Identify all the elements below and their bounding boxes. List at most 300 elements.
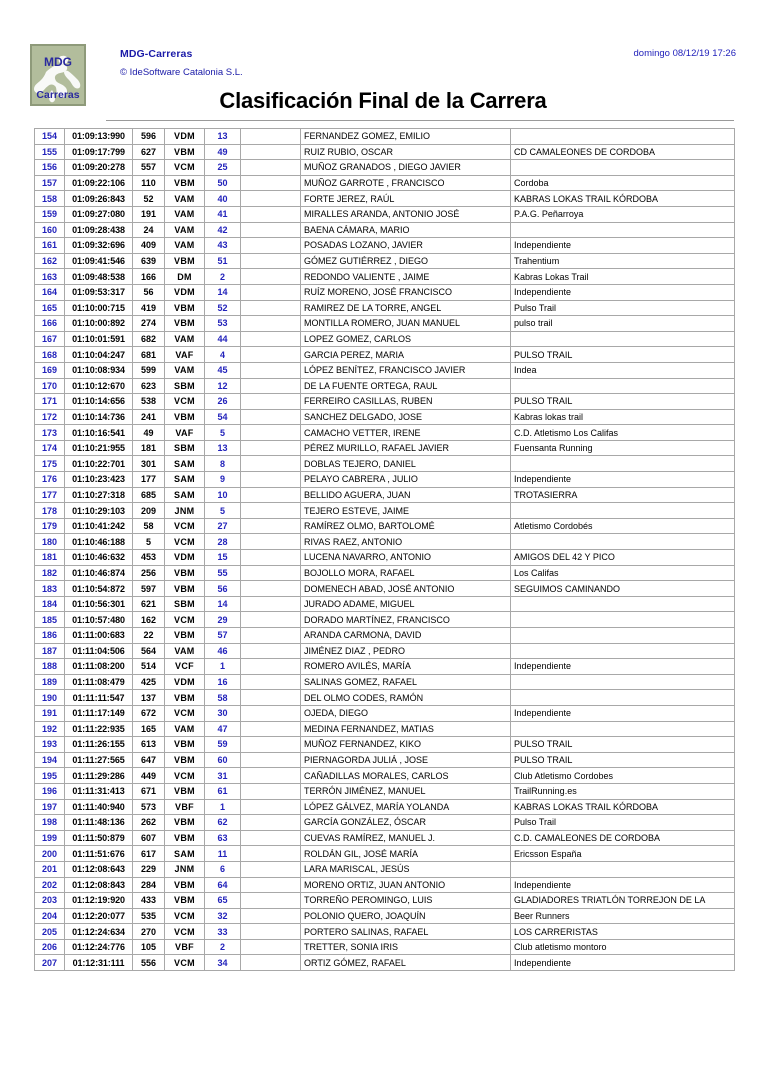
cell-runner-name: CAMACHO VETTER, IRENE [301, 425, 511, 441]
cell-bib: 573 [133, 799, 165, 815]
cell-runner-name: SALINAS GOMEZ, RAFAEL [301, 674, 511, 690]
cell-category: JNM [165, 503, 205, 519]
cell-runner-name: FORTE JEREZ, RAÚL [301, 191, 511, 207]
cell-bib: 22 [133, 628, 165, 644]
cell-position: 177 [35, 487, 65, 503]
cell-spacer [241, 939, 301, 955]
cell-club: Independiente [511, 472, 735, 488]
cell-position: 189 [35, 674, 65, 690]
cell-bib: 621 [133, 596, 165, 612]
cell-spacer [241, 347, 301, 363]
cell-spacer [241, 316, 301, 332]
cell-time: 01:11:27:565 [65, 752, 133, 768]
cell-club [511, 690, 735, 706]
cell-category-position: 29 [205, 612, 241, 628]
cell-category-position: 46 [205, 643, 241, 659]
cell-position: 173 [35, 425, 65, 441]
cell-spacer [241, 955, 301, 971]
cell-category-position: 43 [205, 238, 241, 254]
cell-category: VBM [165, 690, 205, 706]
cell-position: 175 [35, 456, 65, 472]
cell-runner-name: RUÍZ MORENO, JOSÉ FRANCISCO [301, 284, 511, 300]
cell-category: VDM [165, 284, 205, 300]
cell-time: 01:09:53:317 [65, 284, 133, 300]
table-row [35, 705, 735, 721]
cell-club: AMIGOS DEL 42 Y PICO [511, 550, 735, 566]
cell-bib: 613 [133, 737, 165, 753]
cell-club [511, 378, 735, 394]
cell-spacer [241, 378, 301, 394]
cell-bib: 425 [133, 674, 165, 690]
cell-category: VBM [165, 628, 205, 644]
table-row [35, 893, 735, 909]
cell-spacer [241, 830, 301, 846]
cell-spacer [241, 737, 301, 753]
cell-bib: 681 [133, 347, 165, 363]
cell-spacer [241, 503, 301, 519]
cell-club: PULSO TRAIL [511, 347, 735, 363]
table-row [35, 534, 735, 550]
cell-bib: 617 [133, 846, 165, 862]
cell-category: VAM [165, 643, 205, 659]
cell-time: 01:11:50:879 [65, 830, 133, 846]
cell-category-position: 42 [205, 222, 241, 238]
cell-category-position: 30 [205, 705, 241, 721]
cell-spacer [241, 518, 301, 534]
cell-category-position: 53 [205, 316, 241, 332]
cell-bib: 682 [133, 331, 165, 347]
cell-runner-name: MONTILLA ROMERO, JUAN MANUEL [301, 316, 511, 332]
cell-bib: 623 [133, 378, 165, 394]
cell-position: 158 [35, 191, 65, 207]
cell-bib: 538 [133, 394, 165, 410]
cell-category: VCM [165, 518, 205, 534]
cell-runner-name: DOBLAS TEJERO, DANIEL [301, 456, 511, 472]
cell-category-position: 26 [205, 394, 241, 410]
cell-bib: 52 [133, 191, 165, 207]
cell-position: 172 [35, 409, 65, 425]
cell-category-position: 65 [205, 893, 241, 909]
cell-position: 204 [35, 908, 65, 924]
cell-category: VAM [165, 362, 205, 378]
cell-time: 01:10:00:892 [65, 316, 133, 332]
cell-category: VCM [165, 924, 205, 940]
cell-spacer [241, 612, 301, 628]
table-row [35, 550, 735, 566]
cell-category: VBM [165, 253, 205, 269]
table-row [35, 191, 735, 207]
cell-category-position: 12 [205, 378, 241, 394]
cell-runner-name: RAMÍREZ OLMO, BARTOLOMÉ [301, 518, 511, 534]
cell-position: 199 [35, 830, 65, 846]
cell-spacer [241, 425, 301, 441]
cell-runner-name: DORADO MARTÍNEZ, FRANCISCO [301, 612, 511, 628]
cell-category: VBM [165, 815, 205, 831]
cell-runner-name: PELAYO CABRERA , JULIO [301, 472, 511, 488]
cell-position: 195 [35, 768, 65, 784]
table-row [35, 409, 735, 425]
cell-category-position: 2 [205, 939, 241, 955]
cell-bib: 557 [133, 160, 165, 176]
cell-runner-name: LÓPEZ GÁLVEZ, MARÍA YOLANDA [301, 799, 511, 815]
cell-club [511, 643, 735, 659]
cell-category: VAM [165, 191, 205, 207]
table-row [35, 456, 735, 472]
cell-bib: 165 [133, 721, 165, 737]
cell-bib: 556 [133, 955, 165, 971]
copyright-notice: © IdeSoftware Catalonia S.L. [120, 67, 243, 78]
cell-club: CD CAMALEONES DE CORDOBA [511, 144, 735, 160]
cell-runner-name: BELLIDO AGUERA, JUAN [301, 487, 511, 503]
brand-name: MDG-Carreras [120, 48, 193, 60]
report-datetime: domingo 08/12/19 17:26 [633, 48, 736, 59]
cell-club: KABRAS LOKAS TRAIL KÓRDOBA [511, 191, 735, 207]
cell-club: Independiente [511, 877, 735, 893]
cell-time: 01:10:14:736 [65, 409, 133, 425]
cell-category-position: 1 [205, 799, 241, 815]
cell-position: 169 [35, 362, 65, 378]
table-row [35, 799, 735, 815]
cell-club: Los Califas [511, 565, 735, 581]
cell-category-position: 27 [205, 518, 241, 534]
cell-spacer [241, 191, 301, 207]
cell-category: SAM [165, 487, 205, 503]
table-row [35, 659, 735, 675]
cell-club: Club Atletismo Cordobes [511, 768, 735, 784]
cell-category: VAF [165, 425, 205, 441]
table-row [35, 331, 735, 347]
cell-club: Trahentium [511, 253, 735, 269]
cell-position: 174 [35, 440, 65, 456]
table-row [35, 206, 735, 222]
cell-club [511, 596, 735, 612]
cell-position: 162 [35, 253, 65, 269]
table-row [35, 472, 735, 488]
cell-time: 01:10:46:188 [65, 534, 133, 550]
cell-bib: 597 [133, 581, 165, 597]
cell-spacer [241, 362, 301, 378]
cell-runner-name: BAENA CÁMARA, MARIO [301, 222, 511, 238]
cell-position: 181 [35, 550, 65, 566]
cell-category-position: 56 [205, 581, 241, 597]
cell-spacer [241, 253, 301, 269]
cell-category-position: 47 [205, 721, 241, 737]
svg-text:MDG: MDG [44, 55, 72, 69]
cell-club: Fuensanta Running [511, 440, 735, 456]
cell-position: 171 [35, 394, 65, 410]
cell-time: 01:10:01:591 [65, 331, 133, 347]
cell-spacer [241, 924, 301, 940]
cell-spacer [241, 908, 301, 924]
table-row [35, 924, 735, 940]
table-row [35, 815, 735, 831]
cell-time: 01:12:20:077 [65, 908, 133, 924]
cell-spacer [241, 861, 301, 877]
cell-position: 187 [35, 643, 65, 659]
svg-text:Carreras: Carreras [36, 89, 80, 101]
cell-spacer [241, 456, 301, 472]
cell-runner-name: PORTERO SALINAS, RAFAEL [301, 924, 511, 940]
cell-category-position: 1 [205, 659, 241, 675]
table-row [35, 861, 735, 877]
cell-time: 01:12:08:843 [65, 877, 133, 893]
results-table [34, 128, 735, 971]
cell-runner-name: REDONDO VALIENTE , JAIME [301, 269, 511, 285]
cell-spacer [241, 705, 301, 721]
table-row [35, 721, 735, 737]
cell-spacer [241, 846, 301, 862]
table-row [35, 487, 735, 503]
table-row [35, 596, 735, 612]
cell-category: VAM [165, 238, 205, 254]
cell-category-position: 10 [205, 487, 241, 503]
cell-spacer [241, 877, 301, 893]
cell-club: PULSO TRAIL [511, 752, 735, 768]
cell-time: 01:11:04:506 [65, 643, 133, 659]
cell-bib: 58 [133, 518, 165, 534]
cell-runner-name: ROMERO AVILÉS, MARÍA [301, 659, 511, 675]
cell-position: 179 [35, 518, 65, 534]
cell-runner-name: GARCIA PEREZ, MARIA [301, 347, 511, 363]
cell-club: TrailRunning.es [511, 783, 735, 799]
cell-time: 01:11:51:676 [65, 846, 133, 862]
cell-category: VAM [165, 222, 205, 238]
cell-category-position: 14 [205, 596, 241, 612]
cell-spacer [241, 581, 301, 597]
cell-category: VAM [165, 331, 205, 347]
cell-time: 01:11:08:479 [65, 674, 133, 690]
cell-category: VCF [165, 659, 205, 675]
cell-position: 161 [35, 238, 65, 254]
cell-position: 164 [35, 284, 65, 300]
cell-runner-name: TRETTER, SONIA IRIS [301, 939, 511, 955]
cell-club [511, 503, 735, 519]
cell-bib: 191 [133, 206, 165, 222]
cell-runner-name: FERNANDEZ GOMEZ, EMILIO [301, 129, 511, 145]
table-row [35, 316, 735, 332]
cell-bib: 453 [133, 550, 165, 566]
brand-block [120, 48, 243, 79]
cell-category: VBM [165, 893, 205, 909]
table-row [35, 284, 735, 300]
cell-runner-name: LUCENA NAVARRO, ANTONIO [301, 550, 511, 566]
cell-runner-name: ROLDÁN GIL, JOSÉ MARÍA [301, 846, 511, 862]
cell-category-position: 50 [205, 175, 241, 191]
cell-spacer [241, 628, 301, 644]
table-row [35, 612, 735, 628]
cell-position: 178 [35, 503, 65, 519]
cell-club: Independiente [511, 705, 735, 721]
cell-time: 01:10:00:715 [65, 300, 133, 316]
cell-spacer [241, 659, 301, 675]
table-row [35, 394, 735, 410]
cell-category: SAM [165, 456, 205, 472]
cell-position: 190 [35, 690, 65, 706]
table-row [35, 768, 735, 784]
cell-club [511, 456, 735, 472]
table-row [35, 440, 735, 456]
cell-time: 01:10:22:701 [65, 456, 133, 472]
cell-position: 206 [35, 939, 65, 955]
table-row [35, 175, 735, 191]
table-row [35, 752, 735, 768]
cell-spacer [241, 768, 301, 784]
cell-spacer [241, 799, 301, 815]
cell-club: KABRAS LOKAS TRAIL KÓRDOBA [511, 799, 735, 815]
table-row [35, 908, 735, 924]
cell-runner-name: JIMÉNEZ DIAZ , PEDRO [301, 643, 511, 659]
cell-time: 01:10:12:670 [65, 378, 133, 394]
cell-category-position: 54 [205, 409, 241, 425]
document-header [30, 44, 736, 116]
cell-category: VCM [165, 394, 205, 410]
cell-spacer [241, 129, 301, 145]
cell-category: VBM [165, 830, 205, 846]
cell-runner-name: MUÑOZ GRANADOS , DIEGO JAVIER [301, 160, 511, 176]
cell-bib: 535 [133, 908, 165, 924]
table-row [35, 160, 735, 176]
cell-bib: 49 [133, 425, 165, 441]
cell-time: 01:12:24:776 [65, 939, 133, 955]
cell-runner-name: LÓPEZ BENÍTEZ, FRANCISCO JAVIER [301, 362, 511, 378]
cell-bib: 177 [133, 472, 165, 488]
cell-category-position: 61 [205, 783, 241, 799]
cell-time: 01:11:00:683 [65, 628, 133, 644]
cell-position: 157 [35, 175, 65, 191]
cell-category-position: 64 [205, 877, 241, 893]
cell-bib: 256 [133, 565, 165, 581]
cell-position: 188 [35, 659, 65, 675]
cell-runner-name: CUEVAS RAMÍREZ, MANUEL J. [301, 830, 511, 846]
cell-category-position: 15 [205, 550, 241, 566]
cell-position: 184 [35, 596, 65, 612]
cell-spacer [241, 175, 301, 191]
cell-position: 165 [35, 300, 65, 316]
cell-category-position: 4 [205, 347, 241, 363]
cell-position: 205 [35, 924, 65, 940]
table-row [35, 628, 735, 644]
cell-spacer [241, 815, 301, 831]
cell-time: 01:09:27:080 [65, 206, 133, 222]
cell-bib: 672 [133, 705, 165, 721]
title-divider [106, 120, 734, 121]
cell-bib: 181 [133, 440, 165, 456]
table-row [35, 518, 735, 534]
cell-runner-name: TERRÓN JIMÉNEZ, MANUEL [301, 783, 511, 799]
cell-bib: 5 [133, 534, 165, 550]
cell-spacer [241, 565, 301, 581]
cell-spacer [241, 238, 301, 254]
cell-position: 196 [35, 783, 65, 799]
cell-spacer [241, 144, 301, 160]
cell-position: 183 [35, 581, 65, 597]
cell-category: VBF [165, 939, 205, 955]
table-row [35, 253, 735, 269]
cell-bib: 685 [133, 487, 165, 503]
cell-time: 01:10:27:318 [65, 487, 133, 503]
cell-category-position: 11 [205, 846, 241, 862]
cell-category-position: 33 [205, 924, 241, 940]
cell-spacer [241, 472, 301, 488]
cell-bib: 137 [133, 690, 165, 706]
table-row [35, 144, 735, 160]
cell-club [511, 222, 735, 238]
cell-time: 01:10:23:423 [65, 472, 133, 488]
cell-club: Club atletismo montoro [511, 939, 735, 955]
cell-bib: 166 [133, 269, 165, 285]
cell-bib: 162 [133, 612, 165, 628]
cell-bib: 105 [133, 939, 165, 955]
cell-category: VDM [165, 129, 205, 145]
cell-bib: 241 [133, 409, 165, 425]
cell-time: 01:09:22:106 [65, 175, 133, 191]
cell-bib: 627 [133, 144, 165, 160]
cell-category: VAF [165, 347, 205, 363]
cell-category: VBF [165, 799, 205, 815]
cell-category: VCM [165, 612, 205, 628]
cell-category-position: 45 [205, 362, 241, 378]
cell-time: 01:11:11:547 [65, 690, 133, 706]
cell-club [511, 721, 735, 737]
cell-category-position: 34 [205, 955, 241, 971]
table-row [35, 425, 735, 441]
cell-category: VBM [165, 409, 205, 425]
cell-category: VCM [165, 908, 205, 924]
cell-time: 01:10:04:247 [65, 347, 133, 363]
cell-bib: 24 [133, 222, 165, 238]
table-row [35, 362, 735, 378]
cell-category: VCM [165, 768, 205, 784]
cell-club: Kabras Lokas Trail [511, 269, 735, 285]
cell-club: Independiente [511, 955, 735, 971]
cell-time: 01:09:26:843 [65, 191, 133, 207]
cell-bib: 564 [133, 643, 165, 659]
cell-category-position: 5 [205, 425, 241, 441]
cell-club [511, 628, 735, 644]
cell-club [511, 612, 735, 628]
cell-category: DM [165, 269, 205, 285]
cell-runner-name: BOJOLLO MORA, RAFAEL [301, 565, 511, 581]
cell-category-position: 8 [205, 456, 241, 472]
cell-club: Cordoba [511, 175, 735, 191]
cell-position: 170 [35, 378, 65, 394]
table-row [35, 222, 735, 238]
cell-category: VAM [165, 721, 205, 737]
cell-spacer [241, 783, 301, 799]
cell-position: 166 [35, 316, 65, 332]
cell-time: 01:11:08:200 [65, 659, 133, 675]
cell-runner-name: GÓMEZ GUTIÉRREZ , DIEGO [301, 253, 511, 269]
cell-bib: 301 [133, 456, 165, 472]
cell-position: 194 [35, 752, 65, 768]
cell-bib: 270 [133, 924, 165, 940]
cell-time: 01:11:48:136 [65, 815, 133, 831]
cell-club [511, 861, 735, 877]
cell-runner-name: MUÑOZ FERNANDEZ, KIKO [301, 737, 511, 753]
cell-time: 01:09:28:438 [65, 222, 133, 238]
cell-position: 163 [35, 269, 65, 285]
cell-category: SAM [165, 472, 205, 488]
cell-category: VBM [165, 737, 205, 753]
cell-spacer [241, 300, 301, 316]
cell-category: VDM [165, 674, 205, 690]
cell-club [511, 331, 735, 347]
cell-position: 159 [35, 206, 65, 222]
cell-time: 01:10:29:103 [65, 503, 133, 519]
cell-club: pulso trail [511, 316, 735, 332]
table-row [35, 737, 735, 753]
cell-runner-name: RIVAS RAEZ, ANTONIO [301, 534, 511, 550]
